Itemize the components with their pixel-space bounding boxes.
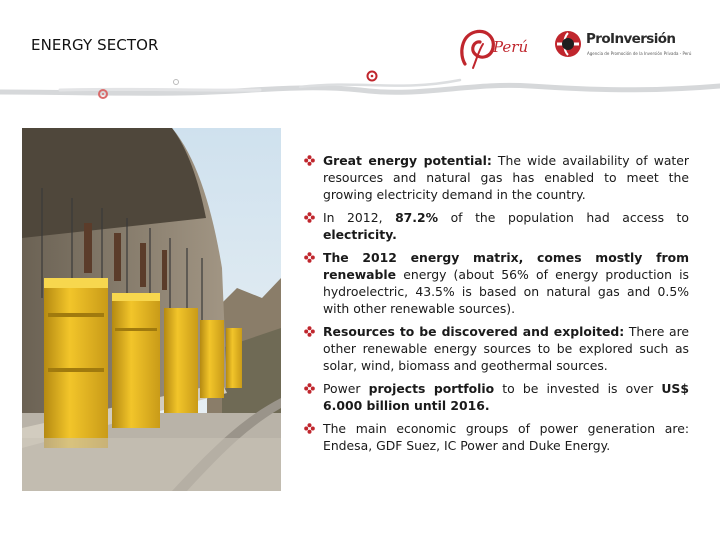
bullet-bold-text: The 2012 energy matrix, comes mostly from renewable [323, 250, 689, 282]
list-item [303, 323, 689, 374]
diamond-bullet-icon [304, 326, 315, 337]
diamond-bullet-icon [304, 423, 315, 434]
list-item [303, 152, 689, 203]
bullet-text: Power [323, 381, 369, 396]
list-item [303, 209, 689, 243]
power-plant-photo [22, 128, 281, 491]
bullet-bold-text: 87.2% [395, 210, 439, 225]
bullet-bold-text: Resources to be discovered and exploited: [323, 324, 625, 339]
energy-bullet-list [303, 152, 689, 460]
bullet-text: There are other renewable energy sources to be explored such as solar, wind, biomass and geothermal sources. [323, 324, 690, 373]
bullet-text: The main economic groups of power generation are: Endesa, GDF Suez, IC Power and Duke Energy. [323, 421, 689, 453]
list-item [303, 420, 689, 454]
proinversion-emblem-icon [553, 29, 583, 59]
peru-country-logo [455, 24, 545, 74]
bullet-text: of the population had access to [438, 210, 689, 225]
diamond-bullet-icon [304, 155, 315, 166]
list-item [303, 380, 689, 414]
diamond-bullet-icon [304, 252, 315, 263]
bullet-text: The wide availability of water resources and natural gas has enabled to meet the growing electricity demand in the country. [323, 153, 689, 202]
slide-title: ENERGY SECTOR [31, 36, 159, 54]
bullet-bold-text: projects portfolio [368, 381, 495, 396]
bullet-bold-text: electricity. [323, 227, 397, 242]
proinversion-name: ProInversión [586, 31, 676, 47]
diamond-bullet-icon [304, 383, 315, 394]
bullet-text: In 2012, [323, 210, 396, 225]
diamond-bullet-icon [304, 212, 315, 223]
bullet-bold-text: Great energy potential: [323, 153, 492, 168]
bullet-bold-text: US$ 6.000 billion until 2016. [323, 381, 689, 413]
bullet-text: to be invested is over [494, 381, 662, 396]
bullet-text: energy (about 56% of energy production is hydroelectric, 43.5% is based on natural gas and 0.5% with other renewable sources). [323, 267, 689, 316]
proinversion-logo [553, 28, 703, 68]
peru-logo-text: Perú [493, 38, 529, 56]
list-item [303, 249, 689, 317]
proinversion-tagline: Agencia de Promoción de la Inversión Privada - Perú [587, 51, 692, 56]
